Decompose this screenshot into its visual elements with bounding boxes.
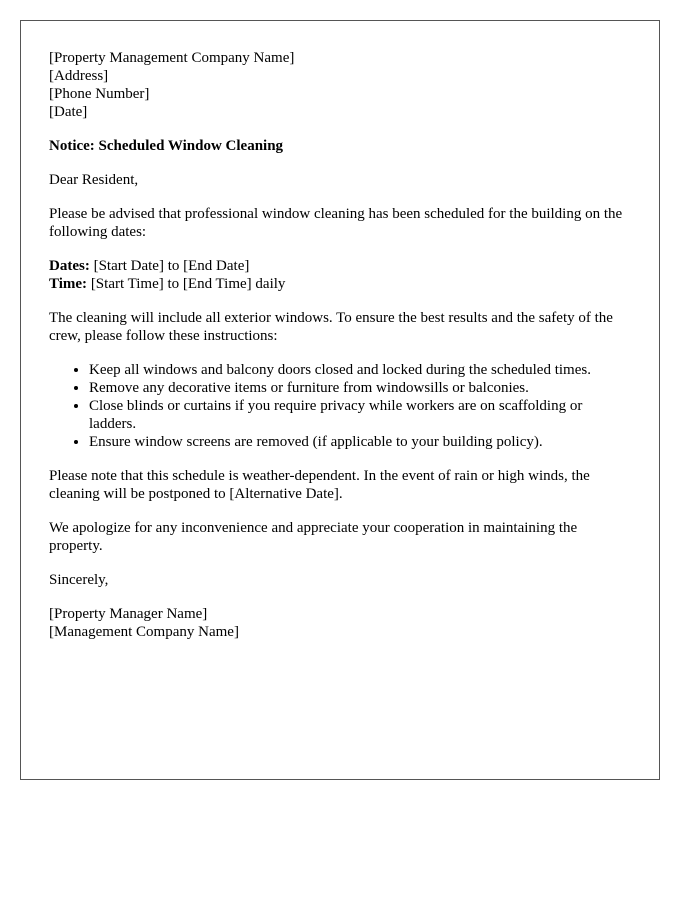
list-item: • Close blinds or curtains if you require privacy while workers are on scaffolding or ladders. [89, 397, 631, 433]
list-item: • Remove any decorative items or furniture from windowsills or balconies. [89, 379, 631, 397]
company-phone: [Phone Number] [49, 86, 150, 102]
list-item: • Keep all windows and balcony doors closed and locked during the scheduled times. [89, 361, 631, 379]
apology-paragraph: We apologize for any inconvenience and appreciate your cooperation in maintaining the property. [49, 520, 578, 554]
scope-paragraph: The cleaning will include all exterior windows. To ensure the best results and the safety of the crew, please follow these instructions: [49, 310, 613, 344]
time-value: [Start Time] to [End Time] daily [90, 276, 286, 292]
manager-name: [Property Manager Name] [49, 606, 208, 622]
salutation: Dear Resident, [49, 172, 139, 188]
letter-page [20, 20, 660, 780]
instructions-list [49, 361, 631, 451]
closing: Sincerely, [49, 572, 109, 588]
letter-header [49, 49, 631, 121]
signature-company: [Management Company Name] [49, 624, 239, 640]
signature-block [49, 605, 631, 641]
company-address: [Address] [49, 68, 109, 84]
weather-paragraph: Please note that this schedule is weather-dependent. In the event of rain or high winds, the cleaning will be postponed to [Alternative Date]. [49, 468, 590, 502]
list-item: • Ensure window screens are removed (if applicable to your building policy). [89, 433, 631, 451]
intro-paragraph: Please be advised that professional window cleaning has been scheduled for the building on the following dates: [49, 206, 623, 240]
schedule-details [49, 257, 631, 293]
notice-title: Notice: Scheduled Window Cleaning [49, 138, 284, 154]
dates-line [49, 257, 631, 275]
company-name: [Property Management Company Name] [49, 50, 295, 66]
time-line [49, 275, 631, 293]
letter-date: [Date] [49, 104, 88, 120]
time-label: Time: [49, 276, 88, 292]
dates-value: [Start Date] to [End Date] [93, 258, 250, 274]
dates-label: Dates: [49, 258, 90, 274]
